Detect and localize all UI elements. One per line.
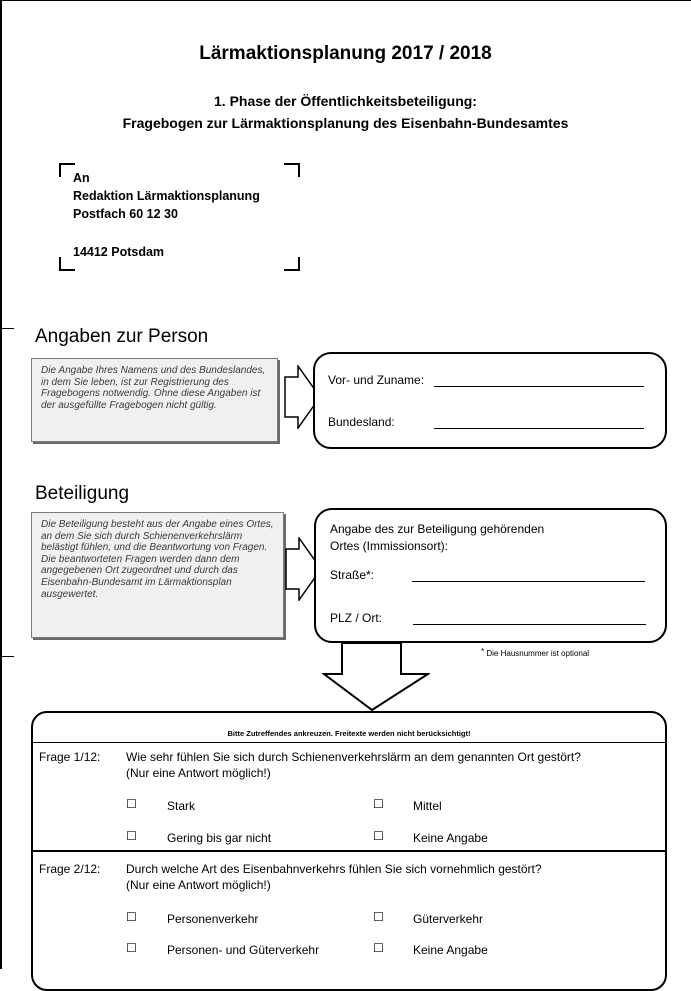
place-intro-line2: Ortes (Immissionsort):: [330, 539, 449, 553]
fold-mark-lower: [0, 656, 14, 657]
address-line-to: An: [73, 171, 90, 185]
participation-info-note: Die Beteiligung besteht aus der Angabe eines Ortes, an dem Sie sich durch Schienenverkehrslärm belästigt fühlen, und die Beantwortung von Fragen. Die beantworteten Fragen werden dann dem angegebenen Ort zugeordnet und durch das Eisenbahn-Bundesamt im Lärmaktionsplan ausgewertet.: [31, 512, 284, 638]
fold-mark-upper: [0, 328, 14, 329]
state-label: Bundesland:: [328, 415, 395, 429]
name-label: Vor- und Zuname:: [328, 373, 425, 387]
q2-option-3-checkbox[interactable]: ☐: [126, 941, 137, 955]
q2-option-2-label: Güterverkehr: [413, 912, 484, 926]
question-1-hint: (Nur eine Antwort möglich!): [126, 766, 271, 780]
question-2-text: Durch welche Art des Eisenbahnverkehrs fühlen Sie sich vornehmlich gestört?: [126, 862, 542, 876]
q2-option-2-checkbox[interactable]: ☐: [373, 910, 384, 924]
q1-option-2-checkbox[interactable]: ☐: [373, 797, 384, 811]
question-divider: [31, 850, 667, 852]
address-line-recipient: Redaktion Lärmaktionsplanung: [73, 189, 260, 203]
q1-option-3-checkbox[interactable]: ☐: [126, 829, 137, 843]
state-input-line[interactable]: [434, 428, 644, 429]
document-title: Lärmaktionsplanung 2017 / 2018: [199, 43, 492, 64]
street-input-line[interactable]: [412, 581, 645, 582]
q1-option-3-label: Gering bis gar nicht: [167, 831, 272, 845]
q1-option-1-label: Stark: [167, 799, 196, 813]
address-corner-top-right: [284, 163, 300, 177]
street-label: Straße*:: [330, 568, 375, 582]
place-intro-line1: Angabe des zur Beteiligung gehörenden: [330, 522, 545, 536]
address-corner-bottom-right: [284, 257, 300, 271]
q1-option-2-label: Mittel: [413, 799, 442, 813]
footnote-text: Die Hausnummer ist optional: [486, 649, 590, 658]
down-arrow-icon: [322, 642, 430, 712]
person-info-note: Die Angabe Ihres Namens und des Bundeslandes, in dem Sie leben, ist zur Registrierung des Fragebogens notwendig. Ohne diese Angaben ist der ausgefüllte Fragebogen nicht gültig.: [31, 358, 278, 442]
question-1-number: Frage 1/12:: [39, 750, 101, 764]
person-section-heading: Angaben zur Person: [35, 326, 209, 347]
question-2-number: Frage 2/12:: [39, 862, 101, 876]
zip-input-line[interactable]: [413, 624, 646, 625]
q2-option-1-label: Personenverkehr: [167, 912, 259, 926]
q1-option-4-label: Keine Angabe: [413, 831, 488, 845]
q2-option-3-label: Personen- und Güterverkehr: [167, 943, 320, 957]
participation-section-heading: Beteiligung: [35, 483, 130, 504]
zip-label: PLZ / Ort:: [330, 611, 383, 625]
address-corner-bottom-left: [59, 257, 75, 271]
q1-option-4-checkbox[interactable]: ☐: [373, 829, 384, 843]
address-line-pobox: Postfach 60 12 30: [73, 207, 178, 221]
q1-option-1-checkbox[interactable]: ☐: [126, 797, 137, 811]
document-subtitle-line1: 1. Phase der Öffentlichkeitsbeteiligung:: [214, 93, 477, 109]
address-line-city: 14412 Potsdam: [73, 245, 165, 259]
footnote-star: *: [481, 647, 485, 656]
q2-option-4-label: Keine Angabe: [413, 943, 488, 957]
q2-option-4-checkbox[interactable]: ☐: [373, 941, 384, 955]
name-input-line[interactable]: [434, 386, 644, 387]
document-subtitle-line2: Fragebogen zur Lärmaktionsplanung des Eisenbahn-Bundesamtes: [122, 115, 569, 131]
questionnaire-instruction: Bitte Zutreffendes ankreuzen. Freitexte werden nicht berücksichtigt!: [227, 729, 471, 738]
question-divider-top: [31, 742, 667, 743]
q2-option-1-checkbox[interactable]: ☐: [126, 910, 137, 924]
footnote: [481, 647, 589, 658]
person-fields-box: [313, 352, 667, 449]
question-1-text: Wie sehr fühlen Sie sich durch Schienenverkehrslärm an dem genannten Ort gestört?: [126, 750, 581, 764]
question-2-hint: (Nur eine Antwort möglich!): [126, 878, 271, 892]
